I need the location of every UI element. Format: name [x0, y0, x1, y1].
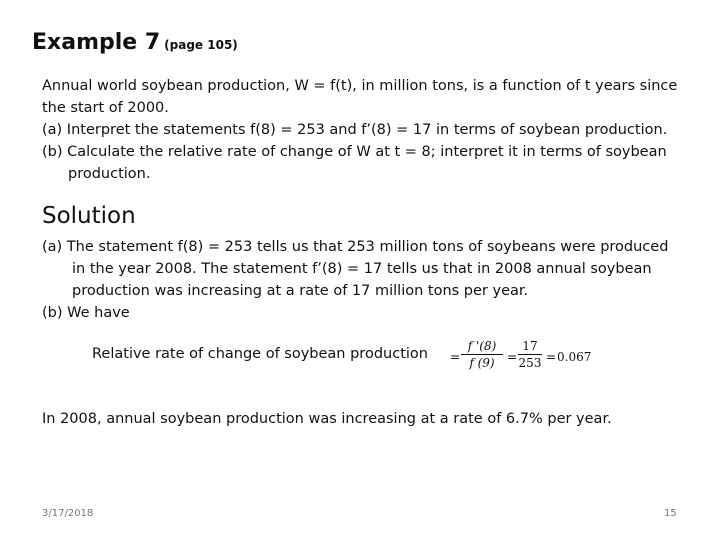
problem-line-1: Annual world soybean production, W = f(t), in million tons, is a function of t years since	[42, 78, 678, 94]
problem-part-a: (a) Interpret the statements f(8) = 253 and f’(8) = 17 in terms of soybean production.	[42, 122, 668, 138]
title-main: Example 7	[32, 30, 161, 55]
title-page-ref: (page 105)	[164, 38, 238, 52]
formula-denominator-function: f (9)	[469, 356, 495, 370]
formula-numerator-derivative: f '(8)	[467, 339, 497, 353]
slide-title	[32, 30, 238, 55]
problem-part-b-cont: production.	[68, 166, 151, 182]
formula-denominator-value: 253	[518, 356, 542, 370]
formula-fraction-derivative	[461, 339, 503, 370]
problem-part-b: (b) Calculate the relative rate of change of W at t = 8; interpret it in terms of soybean	[42, 144, 667, 160]
solution-part-a-3: production was increasing at a rate of 17 million tons per year.	[72, 283, 529, 299]
formula-fraction-values	[518, 339, 542, 370]
solution-part-a-2: in the year 2008. The statement f’(8) = 17 tells us that in 2008 annual soybean	[72, 261, 652, 277]
relative-rate-label: Relative rate of change of soybean production	[92, 346, 428, 362]
formula-equals-2: =	[507, 350, 518, 364]
solution-heading: Solution	[42, 203, 136, 229]
formula-equals-3: =	[546, 350, 557, 364]
footer-page-number: 15	[664, 508, 677, 519]
conclusion: In 2008, annual soybean production was increasing at a rate of 6.7% per year.	[42, 411, 612, 427]
formula-numerator-value: 17	[522, 339, 538, 353]
formula-result: 0.067	[557, 350, 592, 364]
footer-date: 3/17/2018	[42, 508, 94, 519]
relative-rate-formula	[450, 339, 600, 377]
problem-line-2: the start of 2000.	[42, 100, 169, 116]
solution-part-b: (b) We have	[42, 305, 130, 321]
formula-equals-1: =	[450, 350, 461, 364]
solution-part-a-1: (a) The statement f(8) = 253 tells us that 253 million tons of soybeans were produced	[42, 239, 669, 255]
